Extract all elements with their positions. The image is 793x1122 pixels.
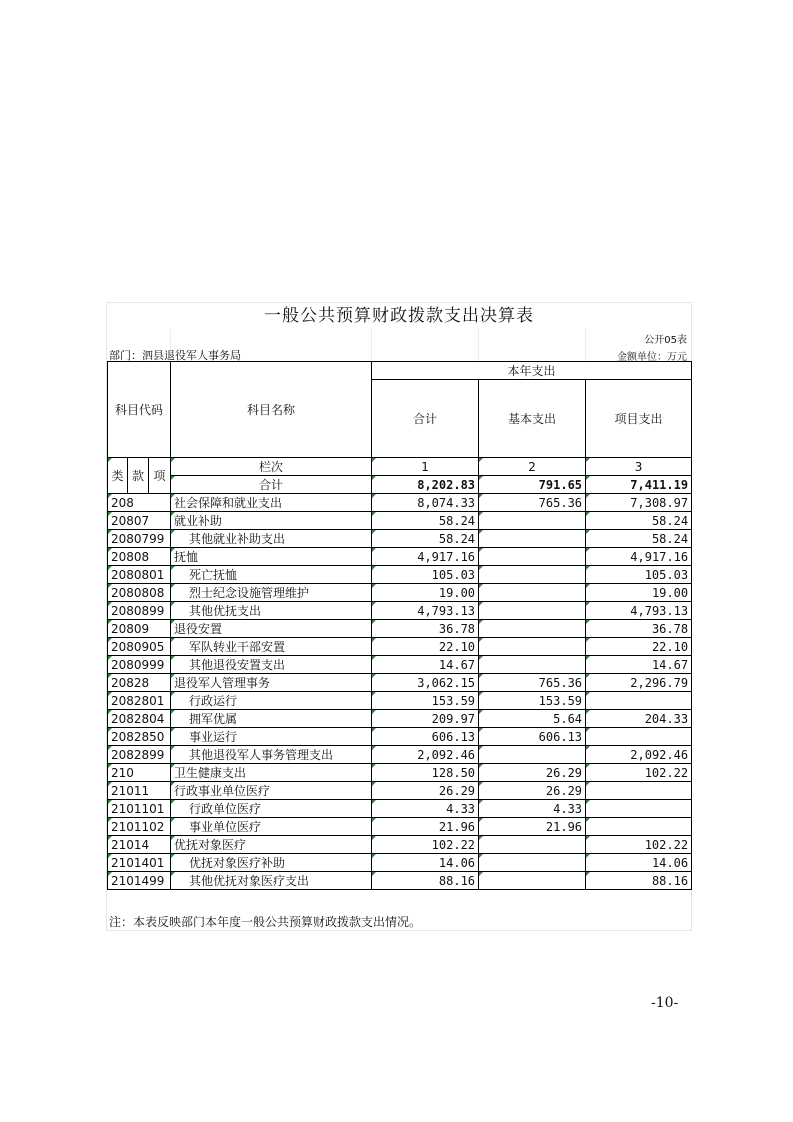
- project-amount-cell: 14.67: [586, 656, 692, 674]
- subject-name-cell: 行政事业单位医疗: [171, 782, 372, 800]
- subject-code-cell: 2080899: [108, 602, 171, 620]
- subject-code-cell: 20807: [108, 512, 171, 530]
- project-amount-cell: 7,308.97: [586, 494, 692, 512]
- basic-header: 基本支出: [479, 380, 586, 458]
- subject-name-cell: 社会保障和就业支出: [171, 494, 372, 512]
- subject-code-cell: 2101401: [108, 854, 171, 872]
- project-amount-cell: 58.24: [586, 530, 692, 548]
- basic-amount-cell: [479, 602, 586, 620]
- subject-name-cell: 行政单位医疗: [171, 800, 372, 818]
- project-amount-cell: [586, 692, 692, 710]
- table-row: [108, 782, 692, 800]
- subject-code-cell: 2080808: [108, 584, 171, 602]
- subject-code-cell: 2082801: [108, 692, 171, 710]
- project-amount-cell: 204.33: [586, 710, 692, 728]
- table-row: [108, 764, 692, 782]
- subject-code-header: 科目代码: [108, 362, 171, 458]
- subject-name-cell: 军队转业干部安置: [171, 638, 372, 656]
- subject-name-cell: 死亡抚恤: [171, 566, 372, 584]
- basic-amount-cell: 4.33: [479, 800, 586, 818]
- report-title: 一般公共预算财政拨款支出决算表: [264, 306, 534, 326]
- department-label: 部门：泗县退役军人事务局: [109, 349, 241, 362]
- project-amount-cell: [586, 728, 692, 746]
- subject-code-cell: 2080999: [108, 656, 171, 674]
- subject-name-cell: 事业运行: [171, 728, 372, 746]
- subject-code-cell: 2080801: [108, 566, 171, 584]
- grand-basic-amount: 791.65: [479, 476, 586, 494]
- subject-code-cell: 2080905: [108, 638, 171, 656]
- table-row: [108, 746, 692, 764]
- current-year-header: 本年支出: [372, 362, 692, 380]
- table-row: [108, 692, 692, 710]
- basic-amount-cell: 765.36: [479, 494, 586, 512]
- project-amount-cell: 22.10: [586, 638, 692, 656]
- subject-code-cell: 2082850: [108, 728, 171, 746]
- grand-project-amount: 7,411.19: [586, 476, 692, 494]
- subject-code-cell: 2101101: [108, 800, 171, 818]
- total-amount-cell: 4,917.16: [372, 548, 479, 566]
- total-amount-cell: 19.00: [372, 584, 479, 602]
- subject-name-cell: 退役安置: [171, 620, 372, 638]
- basic-amount-cell: [479, 836, 586, 854]
- basic-amount-cell: 21.96: [479, 818, 586, 836]
- basic-amount-cell: [479, 620, 586, 638]
- basic-amount-cell: [479, 512, 586, 530]
- total-amount-cell: 88.16: [372, 872, 479, 890]
- basic-amount-cell: [479, 548, 586, 566]
- project-amount-cell: 88.16: [586, 872, 692, 890]
- basic-amount-cell: [479, 854, 586, 872]
- column-1-number: 1: [372, 458, 479, 476]
- table-row: [108, 728, 692, 746]
- table-row: [108, 530, 692, 548]
- subject-name-cell: 事业单位医疗: [171, 818, 372, 836]
- project-amount-cell: 2,092.46: [586, 746, 692, 764]
- project-amount-cell: 19.00: [586, 584, 692, 602]
- project-amount-cell: 4,917.16: [586, 548, 692, 566]
- subject-name-cell: 行政运行: [171, 692, 372, 710]
- total-amount-cell: 209.97: [372, 710, 479, 728]
- subject-code-cell: 20828: [108, 674, 171, 692]
- project-amount-cell: 2,296.79: [586, 674, 692, 692]
- basic-amount-cell: [479, 530, 586, 548]
- subject-name-cell: 拥军优属: [171, 710, 372, 728]
- subject-code-cell: 20809: [108, 620, 171, 638]
- column-3-number: 3: [586, 458, 692, 476]
- project-amount-cell: [586, 800, 692, 818]
- total-amount-cell: 128.50: [372, 764, 479, 782]
- subject-name-cell: 退役军人管理事务: [171, 674, 372, 692]
- subject-code-cell: 2101102: [108, 818, 171, 836]
- table-row: [108, 620, 692, 638]
- project-amount-cell: 105.03: [586, 566, 692, 584]
- basic-amount-cell: [479, 566, 586, 584]
- column-2-number: 2: [479, 458, 586, 476]
- subject-name-cell: 其他优抚对象医疗支出: [171, 872, 372, 890]
- subject-code-cell: 20808: [108, 548, 171, 566]
- total-amount-cell: 3,062.15: [372, 674, 479, 692]
- total-amount-cell: 58.24: [372, 512, 479, 530]
- total-header: 合计: [372, 380, 479, 458]
- subject-name-cell: 其他就业补助支出: [171, 530, 372, 548]
- subject-code-cell: 2101499: [108, 872, 171, 890]
- basic-amount-cell: 153.59: [479, 692, 586, 710]
- total-amount-cell: 14.67: [372, 656, 479, 674]
- total-amount-cell: 58.24: [372, 530, 479, 548]
- project-amount-cell: 36.78: [586, 620, 692, 638]
- total-amount-cell: 102.22: [372, 836, 479, 854]
- project-amount-cell: [586, 782, 692, 800]
- subject-name-header: 科目名称: [171, 362, 372, 458]
- subject-name-cell: 抚恤: [171, 548, 372, 566]
- report-sheet: [106, 302, 692, 931]
- total-row-label: 合计: [171, 476, 372, 494]
- kuan-header: 款: [128, 458, 149, 494]
- table-row: [108, 674, 692, 692]
- total-amount-cell: 21.96: [372, 818, 479, 836]
- subject-code-cell: 21011: [108, 782, 171, 800]
- basic-amount-cell: [479, 746, 586, 764]
- basic-amount-cell: [479, 638, 586, 656]
- total-amount-cell: 153.59: [372, 692, 479, 710]
- table-row: [108, 512, 692, 530]
- subject-code-cell: 208: [108, 494, 171, 512]
- total-amount-cell: 8,074.33: [372, 494, 479, 512]
- grid-guide: [478, 329, 479, 361]
- subject-code-cell: 2082804: [108, 710, 171, 728]
- basic-amount-cell: 26.29: [479, 782, 586, 800]
- basic-amount-cell: 765.36: [479, 674, 586, 692]
- project-amount-cell: [586, 818, 692, 836]
- table-row: [108, 710, 692, 728]
- total-amount-cell: 2,092.46: [372, 746, 479, 764]
- project-amount-cell: 58.24: [586, 512, 692, 530]
- subject-name-cell: 就业补助: [171, 512, 372, 530]
- total-amount-cell: 606.13: [372, 728, 479, 746]
- expenditure-table: [107, 361, 692, 890]
- total-amount-cell: 105.03: [372, 566, 479, 584]
- subject-code-cell: 2082899: [108, 746, 171, 764]
- basic-amount-cell: [479, 584, 586, 602]
- subject-name-cell: 卫生健康支出: [171, 764, 372, 782]
- total-amount-cell: 26.29: [372, 782, 479, 800]
- grand-total-amount: 8,202.83: [372, 476, 479, 494]
- total-amount-cell: 36.78: [372, 620, 479, 638]
- basic-amount-cell: [479, 872, 586, 890]
- table-row: [108, 836, 692, 854]
- table-row: [108, 566, 692, 584]
- table-row: [108, 638, 692, 656]
- table-row: [108, 548, 692, 566]
- subject-name-cell: 其他退役军人事务管理支出: [171, 746, 372, 764]
- project-amount-cell: 102.22: [586, 836, 692, 854]
- project-header: 项目支出: [586, 380, 692, 458]
- basic-amount-cell: 5.64: [479, 710, 586, 728]
- table-note: 注：本表反映部门本年度一般公共预算财政拨款支出情况。: [109, 915, 422, 929]
- table-row: [108, 584, 692, 602]
- table-row: [108, 602, 692, 620]
- table-row: [108, 800, 692, 818]
- xiang-header: 项: [149, 458, 171, 494]
- grid-guide: [371, 329, 372, 361]
- total-amount-cell: 4.33: [372, 800, 479, 818]
- table-row: [108, 854, 692, 872]
- subject-name-cell: 其他优抚支出: [171, 602, 372, 620]
- table-row: [108, 656, 692, 674]
- total-amount-cell: 14.06: [372, 854, 479, 872]
- grid-guide: [585, 329, 586, 361]
- table-row: [108, 494, 692, 512]
- category-header: 类: [108, 458, 128, 494]
- total-amount-cell: 22.10: [372, 638, 479, 656]
- subject-name-cell: 优抚对象医疗: [171, 836, 372, 854]
- subject-name-cell: 烈士纪念设施管理维护: [171, 584, 372, 602]
- subject-name-cell: 其他退役安置支出: [171, 656, 372, 674]
- basic-amount-cell: [479, 656, 586, 674]
- amount-unit: 金额单位：万元: [617, 352, 687, 363]
- basic-amount-cell: 26.29: [479, 764, 586, 782]
- column-order-label: 栏次: [171, 458, 372, 476]
- subject-name-cell: 优抚对象医疗补助: [171, 854, 372, 872]
- basic-amount-cell: 606.13: [479, 728, 586, 746]
- table-code: 公开05表: [644, 335, 687, 346]
- table-row: [108, 872, 692, 890]
- total-amount-cell: 4,793.13: [372, 602, 479, 620]
- table-row: [108, 818, 692, 836]
- project-amount-cell: 4,793.13: [586, 602, 692, 620]
- page-number: -10-: [651, 995, 679, 1011]
- subject-code-cell: 21014: [108, 836, 171, 854]
- subject-code-cell: 210: [108, 764, 171, 782]
- project-amount-cell: 14.06: [586, 854, 692, 872]
- project-amount-cell: 102.22: [586, 764, 692, 782]
- subject-code-cell: 2080799: [108, 530, 171, 548]
